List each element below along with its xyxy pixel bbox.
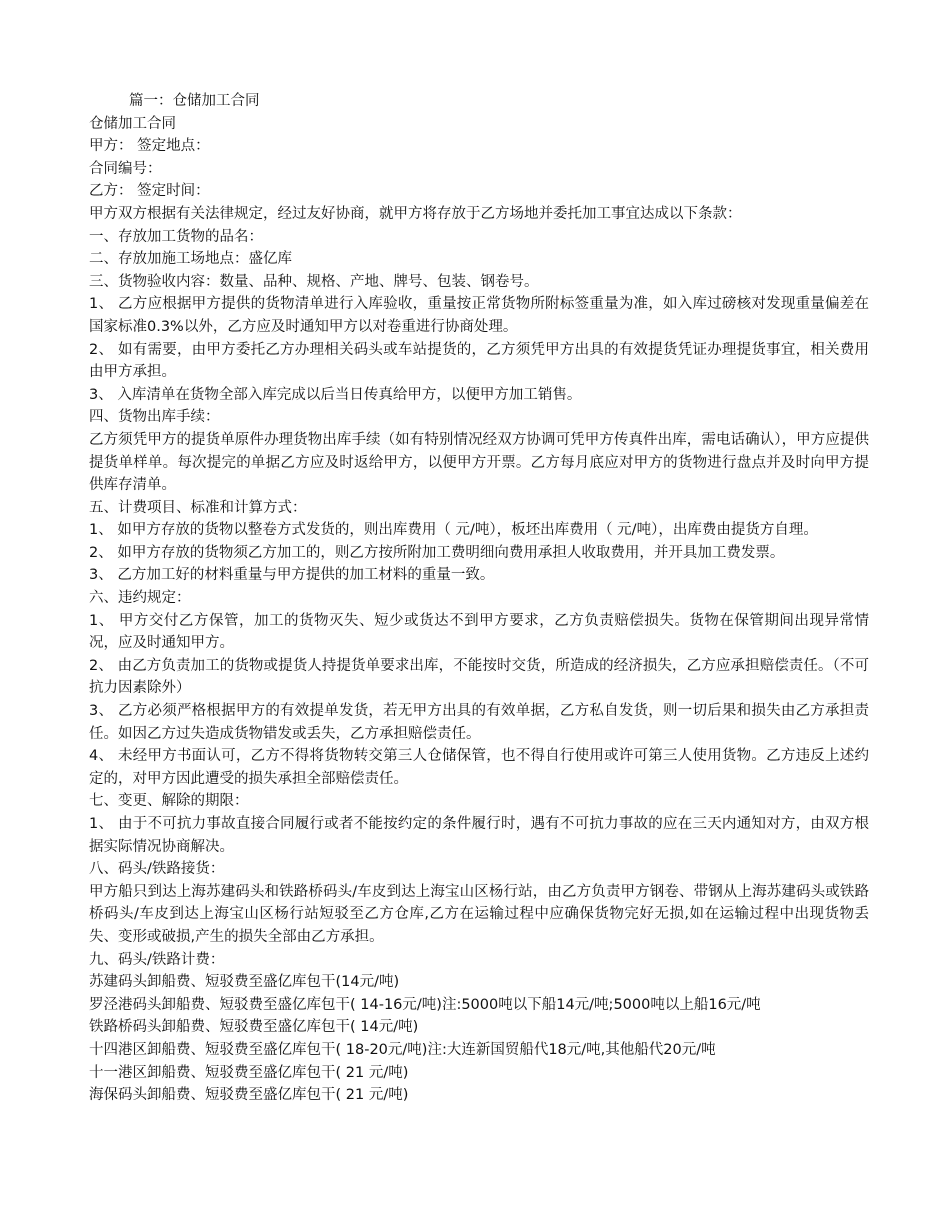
party-a-line: 甲方： 签定地点：: [89, 138, 210, 155]
fee-line: 十四港区卸船费、短驳费至盛亿库包干( 18-20元/吨)注:大连新国贸船代18元/吨,其他船代20元/吨: [89, 1041, 716, 1058]
clause-item: 1、 乙方应根据甲方提供的货物清单进行入库验收，重量按正常货物所附标签重量为准，如入库过磅核对发现重量偏差在国家标准0.3%以外，乙方应及时通知甲方以对卷重进行协商处理。: [89, 296, 869, 335]
fee-line: 罗泾港码头卸船费、短驳费至盛亿库包干( 14-16元/吨)注:5000吨以下船14元/吨;5000吨以上船16元/吨: [89, 996, 761, 1013]
clause-heading-9: 九、码头/铁路计费：: [89, 951, 225, 968]
clause-heading-3: 三、货物验收内容：数量、品种、规格、产地、牌号、包装、钢卷号。: [89, 273, 539, 290]
clause-item: 1、 由于不可抗力事故直接合同履行或者不能按约定的条件履行时，遇有不可抗力事故的应在三天内通知对方，由双方根据实际情况协商解决。: [89, 816, 869, 855]
clause-item: 4、 未经甲方书面认可，乙方不得将货物转交第三人仓储保管，也不得自行使用或许可第三人使用货物。乙方违反上述约定的，对甲方因此遭受的损失承担全部赔偿责任。: [89, 748, 869, 787]
clause-item: 2、 由乙方负责加工的货物或提货人持提货单要求出库，不能按时交货，所造成的经济损失，乙方应承担赔偿责任。（不可抗力因素除外）: [89, 657, 869, 697]
clause-heading-5: 五、计费项目、标准和计算方式：: [89, 499, 307, 516]
section-title: 篇一：仓储加工合同: [129, 93, 260, 109]
clause-heading-4: 四、货物出库手续：: [89, 409, 220, 426]
fee-line: 铁路桥码头卸船费、短驳费至盛亿库包干( 14元/吨): [89, 1019, 419, 1036]
clause-item: 3、 乙方加工好的材料重量与甲方提供的加工材料的重量一致。: [89, 567, 495, 584]
clause-item: 3、 乙方必须严格根据甲方的有效提单发货，若无甲方出具的有效单据，乙方私自发货，则一切后果和损失由乙方承担责任。如因乙方过失造成货物错发或丢失，乙方承担赔偿责任。: [89, 703, 869, 742]
clause-item: 2、 如有需要，由甲方委托乙方办理相关码头或车站提货的，乙方须凭甲方出具的有效提货凭证办理提货事宜，相关费用由甲方承担。: [89, 341, 869, 381]
clause-paragraph: 甲方船只到达上海苏建码头和铁路桥码头/车皮到达上海宝山区杨行站，由乙方负责甲方钢卷、带钢从上海苏建码头或铁路桥码头/车皮到达上海宝山区杨行站短驳至乙方仓库,乙方在运输过程中应确保货物完好无损,如在运输过程中出现货物丢失、变形或破损,产生的损失全部由乙方承担。: [89, 883, 869, 945]
document-body: [89, 90, 869, 1107]
contract-title: 仓储加工合同: [89, 115, 176, 132]
clause-heading-7: 七、变更、解除的期限：: [89, 793, 249, 810]
clause-heading-1: 一、存放加工货物的品名：: [89, 228, 263, 245]
preamble-paragraph: 甲方双方根据有关法律规定，经过友好协商，就甲方将存放于乙方场地并委托加工事宜达成以下条款：: [89, 205, 742, 222]
clause-item: 1、 如甲方存放的货物以整卷方式发货的，则出库费用（ 元/吨），板坯出库费用（ 元/吨），出库费由提货方自理。: [89, 522, 818, 539]
fee-line: 十一港区卸船费、短驳费至盛亿库包干( 21 元/吨): [89, 1064, 409, 1081]
clause-heading-6: 六、违约规定：: [89, 590, 191, 607]
fee-line: 海保码头卸船费、短驳费至盛亿库包干( 21 元/吨): [89, 1087, 409, 1104]
fee-line: 苏建码头卸船费、短驳费至盛亿库包干(14元/吨): [89, 974, 400, 991]
party-b-line: 乙方： 签定时间：: [89, 183, 210, 200]
clause-item: 1、 甲方交付乙方保管，加工的货物灭失、短少或货达不到甲方要求，乙方负责赔偿损失。货物在保管期间出现异常情况，应及时通知甲方。: [89, 612, 869, 652]
clause-heading-2: 二、存放加施工场地点：盛亿库: [89, 251, 292, 268]
clause-item: 3、 入库清单在货物全部入库完成以后当日传真给甲方，以便甲方加工销售。: [89, 386, 582, 403]
clause-paragraph: 乙方须凭甲方的提货单原件办理货物出库手续（如有特别情况经双方协调可凭甲方传真件出库，需电话确认），甲方应提供提货单样单。每次提完的单据乙方应及时返给甲方，以便甲方开票。乙方每月底应对甲方的货物进行盘点并及时向甲方提供库存清单。: [89, 431, 869, 494]
clause-item: 2、 如甲方存放的货物须乙方加工的，则乙方按所附加工费明细向费用承担人收取费用，并开具加工费发票。: [89, 544, 785, 561]
clause-heading-8: 八、码头/铁路接货：: [89, 861, 225, 878]
contract-number-line: 合同编号：: [89, 160, 162, 177]
